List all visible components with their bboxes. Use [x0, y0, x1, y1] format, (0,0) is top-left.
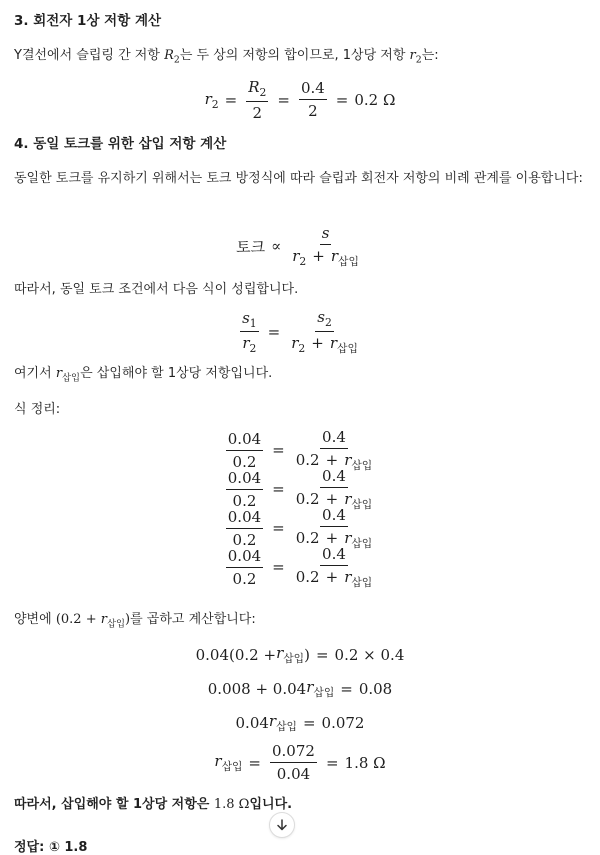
equation-arranged-3: $\frac{0.04}{0.2}$ = $\frac{0.4}{0.2 + r_{삽입}}$ — [227, 506, 373, 550]
text-segment: 은 삽입해야 할 1상당 저항입니다. — [80, 366, 273, 381]
equation-ratio: $\frac{s_1}{r_2}$ = $\frac{s_2}{r_2 + r_{삽입}}$ — [242, 308, 358, 356]
math-R2: $R_2$ — [164, 48, 180, 66]
where-paragraph — [14, 363, 590, 389]
text-segment: 는: — [421, 48, 439, 63]
conclusion — [14, 794, 590, 816]
text-segment: 여기서 — [14, 366, 56, 381]
section-3-heading: 3. 회전자 1상 저항 계산 — [14, 13, 162, 29]
scroll-down-button[interactable] — [269, 812, 295, 838]
multiply-paragraph: 양변에 $(0.2 + r_{삽입})$를 곱하고 계산합니다: — [14, 612, 256, 630]
equation-arranged-1: $\frac{0.04}{0.2}$ = $\frac{0.4}{0.2 + r_{삽입}}$ — [227, 428, 373, 472]
equation-isolate: 0.04 $r_{삽입}$ = 0.072 — [235, 712, 365, 733]
answer: 정답: ① 1.8 — [14, 840, 88, 855]
equation-simplify: 0.008 + 0.04 $r_{삽입}$ = 0.08 — [207, 678, 393, 699]
text-segment: 입니다. — [249, 797, 293, 812]
torque-word: 토크 — [236, 237, 266, 256]
arrange-label: 식 정리: — [14, 402, 61, 417]
thus-paragraph: 따라서, 동일 토크 조건에서 다음 식이 성립합니다. — [14, 282, 299, 297]
equation-expand: 0.04(0.2 + $r_{삽입}$ ) = 0.2 × 0.4 — [195, 644, 405, 665]
conclusion-value: 1.8 Ω — [213, 797, 250, 812]
equation-arranged-2: $\frac{0.04}{0.2}$ = $\frac{0.4}{0.2 + r_{삽입}}$ — [227, 467, 373, 511]
section-4-intro: 동일한 토크를 유지하기 위해서는 토크 방정식에 따라 슬립과 회전자 저항의 비례 관계를 이용합니다: — [14, 171, 583, 186]
text-segment: 는 두 상의 저항의 합이므로, 1상당 저항 — [179, 48, 410, 63]
text-segment: 따라서, 삽입해야 할 1상당 저항은 — [14, 797, 214, 812]
text-segment: 를 곱하고 계산합니다: — [130, 612, 256, 627]
math-r-insert: $r_{삽입}$ — [55, 366, 81, 384]
arrow-down-icon — [276, 819, 288, 831]
equation-r2: $r_2$ = $\frac{R_2}{2}$ = $\frac{0.4}{2}$ = 0.2 Ω — [204, 78, 396, 122]
section-3-paragraph — [14, 45, 590, 71]
text-segment: Y결선에서 슬립링 간 저항 — [14, 48, 165, 63]
section-4-heading: 4. 동일 토크를 위한 삽입 저항 계산 — [14, 136, 227, 152]
equation-torque-proportional: 토크 ∝ $\frac{s}{r_2 + r_{삽입}}$ — [236, 224, 359, 268]
text-segment: 양변에 — [14, 612, 56, 627]
math-r2: $r_2$ — [409, 48, 422, 66]
equation-arranged-4: $\frac{0.04}{0.2}$ = $\frac{0.4}{0.2 + r_{삽입}}$ — [227, 545, 373, 589]
equation-result: $r_{삽입}$ = $\frac{0.072}{0.04}$ = 1.8 Ω — [214, 742, 386, 783]
